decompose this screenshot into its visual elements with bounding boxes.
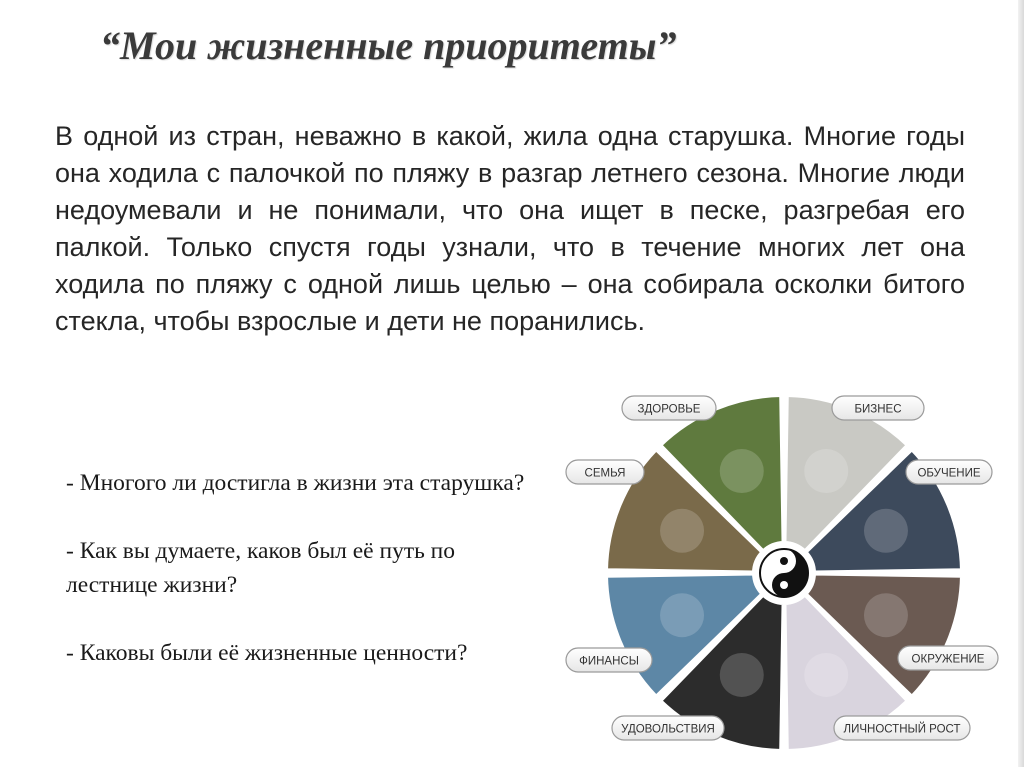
wheel-label-5 [834, 716, 970, 740]
wheel-label-4 [898, 646, 998, 670]
slide-title: “Мои жизненные приоритеты” [100, 23, 677, 68]
wheel-label-8 [566, 460, 644, 484]
questions-list [66, 466, 546, 670]
life-priorities-wheel [560, 390, 1024, 767]
segment-photo-highlight [864, 509, 908, 553]
wheel-label-1 [622, 396, 716, 420]
segment-photo-highlight [804, 449, 848, 493]
segment-photo-highlight [660, 593, 704, 637]
wheel-label-text: ОКРУЖЕНИЕ [911, 653, 985, 666]
wheel-label-6 [612, 716, 724, 740]
segment-photo-highlight [864, 593, 908, 637]
wheel-label-2 [832, 396, 924, 420]
question-life-path: - Как вы думаете, каков был её путь по лестнице жизни? [66, 538, 456, 598]
segment-photo-highlight [804, 653, 848, 697]
wheel-label-text: СЕМЬЯ [584, 467, 626, 480]
wheel-label-7 [566, 648, 652, 672]
wheel-label-text: БИЗНЕС [854, 403, 902, 416]
question-values: - Каковы были её жизненные ценности? [66, 640, 468, 666]
segment-photo-highlight [720, 449, 764, 493]
story-paragraph: В одной из стран, неважно в какой, жила одна старушка. Многие годы она ходила с палочкой по пляжу в разгар летнего сезона. Многие люди недоумевали и не понимали, что она ищет в песке, разгребая его палкой. Только спустя годы узнали, что в течение многих лет она ходила по пляжу с одной лишь целью – она собирала осколки битого стекла, чтобы взрослые и дети не поранились. [55, 121, 965, 336]
wheel-label-text: ЗДОРОВЬЕ [637, 403, 701, 416]
wheel-label-text: ФИНАНСЫ [579, 655, 639, 668]
segment-photo-highlight [720, 653, 764, 697]
segment-photo-highlight [660, 509, 704, 553]
wheel-label-text: УДОВОЛЬСТВИЯ [621, 723, 715, 736]
wheel-label-text: ЛИЧНОСТНЫЙ РОСТ [843, 723, 961, 736]
yin-yang-icon [760, 549, 808, 597]
wheel-graphic [560, 390, 1024, 767]
wheel-label-text: ОБУЧЕНИЕ [917, 467, 981, 480]
wheel-label-3 [906, 460, 992, 484]
question-achievement: - Многого ли достигла в жизни эта старушка? [66, 470, 525, 496]
